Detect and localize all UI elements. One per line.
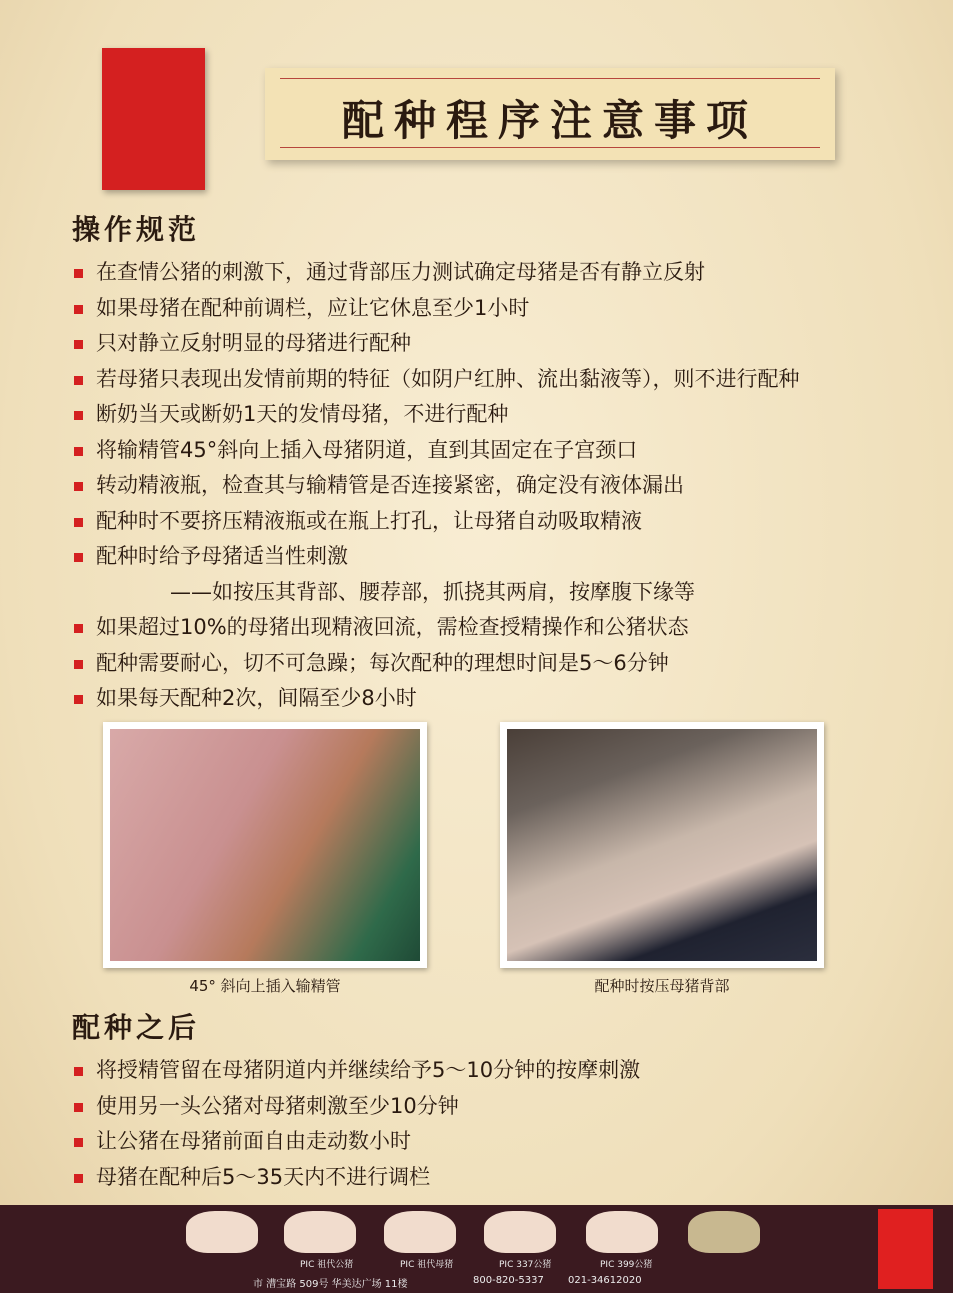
pig-image bbox=[688, 1211, 760, 1253]
pig-image bbox=[284, 1211, 356, 1253]
pig-label: PIC 337公猪 bbox=[499, 1260, 552, 1270]
after-list bbox=[74, 1053, 640, 1195]
pig-label: PIC 399公猪 bbox=[600, 1260, 653, 1270]
photo-insertion bbox=[103, 722, 427, 968]
list-item: 若母猪只表现出发情前期的特征（如阴户红肿、流出黏液等），则不进行配种 bbox=[74, 362, 800, 398]
divider bbox=[280, 78, 820, 79]
list-item: 让公猪在母猪前面自由走动数小时 bbox=[74, 1124, 640, 1160]
title-banner bbox=[265, 68, 835, 160]
list-item: 转动精液瓶，检查其与输精管是否连接紧密，确定没有液体漏出 bbox=[74, 468, 800, 504]
list-item: 只对静立反射明显的母猪进行配种 bbox=[74, 326, 800, 362]
brand-logo bbox=[878, 1209, 933, 1289]
page-title: 配种程序注意事项 bbox=[341, 96, 758, 145]
divider bbox=[280, 147, 820, 148]
list-item: 如果每天配种2次，间隔至少8小时 bbox=[74, 681, 800, 717]
section-heading-after: 配种之后 bbox=[72, 1011, 201, 1044]
list-item: 将输精管45°斜向上插入母猪阴道，直到其固定在子宫颈口 bbox=[74, 433, 800, 469]
phone-hotline: 800-820-5337 bbox=[473, 1275, 544, 1286]
list-item: 母猪在配种后5～35天内不进行调栏 bbox=[74, 1160, 640, 1196]
list-item: 如果超过10%的母猪出现精液回流，需检查授精操作和公猪状态 bbox=[74, 610, 800, 646]
list-item-sub: ——如按压其背部、腰荐部，抓挠其两肩，按摩腹下缘等 bbox=[170, 579, 695, 604]
footer bbox=[0, 1205, 953, 1293]
address: 市 漕宝路 509号 华美达广场 11楼 bbox=[253, 1279, 408, 1290]
pig-image bbox=[586, 1211, 658, 1253]
list-item: 如果母猪在配种前调栏，应让它休息至少1小时 bbox=[74, 291, 800, 327]
pig-image bbox=[384, 1211, 456, 1253]
photo-caption-left: 45° 斜向上插入输精管 bbox=[189, 977, 341, 995]
photo-back-pressure bbox=[500, 722, 824, 968]
phone-office: 021-34612020 bbox=[568, 1275, 642, 1286]
section-heading-operation: 操作规范 bbox=[72, 213, 201, 246]
list-item: 配种时给予母猪适当性刺激 bbox=[74, 539, 800, 575]
pig-image bbox=[186, 1211, 258, 1253]
list-item: 使用另一头公猪对母猪刺激至少10分钟 bbox=[74, 1089, 640, 1125]
photo-caption-right: 配种时按压母猪背部 bbox=[594, 977, 730, 995]
operation-list bbox=[74, 255, 800, 717]
list-item: 将授精管留在母猪阴道内并继续给予5～10分钟的按摩刺激 bbox=[74, 1053, 640, 1089]
list-item: 在查情公猪的刺激下，通过背部压力测试确定母猪是否有静立反射 bbox=[74, 255, 800, 291]
pig-label: PIC 祖代公猪 bbox=[300, 1260, 354, 1270]
pig-label: PIC 祖代母猪 bbox=[400, 1260, 454, 1270]
list-item: 断奶当天或断奶1天的发情母猪，不进行配种 bbox=[74, 397, 800, 433]
pig-image bbox=[484, 1211, 556, 1253]
list-item: 配种时不要挤压精液瓶或在瓶上打孔，让母猪自动吸取精液 bbox=[74, 504, 800, 540]
list-item: 配种需要耐心，切不可急躁；每次配种的理想时间是5～6分钟 bbox=[74, 646, 800, 682]
red-tab-decoration bbox=[102, 48, 205, 190]
